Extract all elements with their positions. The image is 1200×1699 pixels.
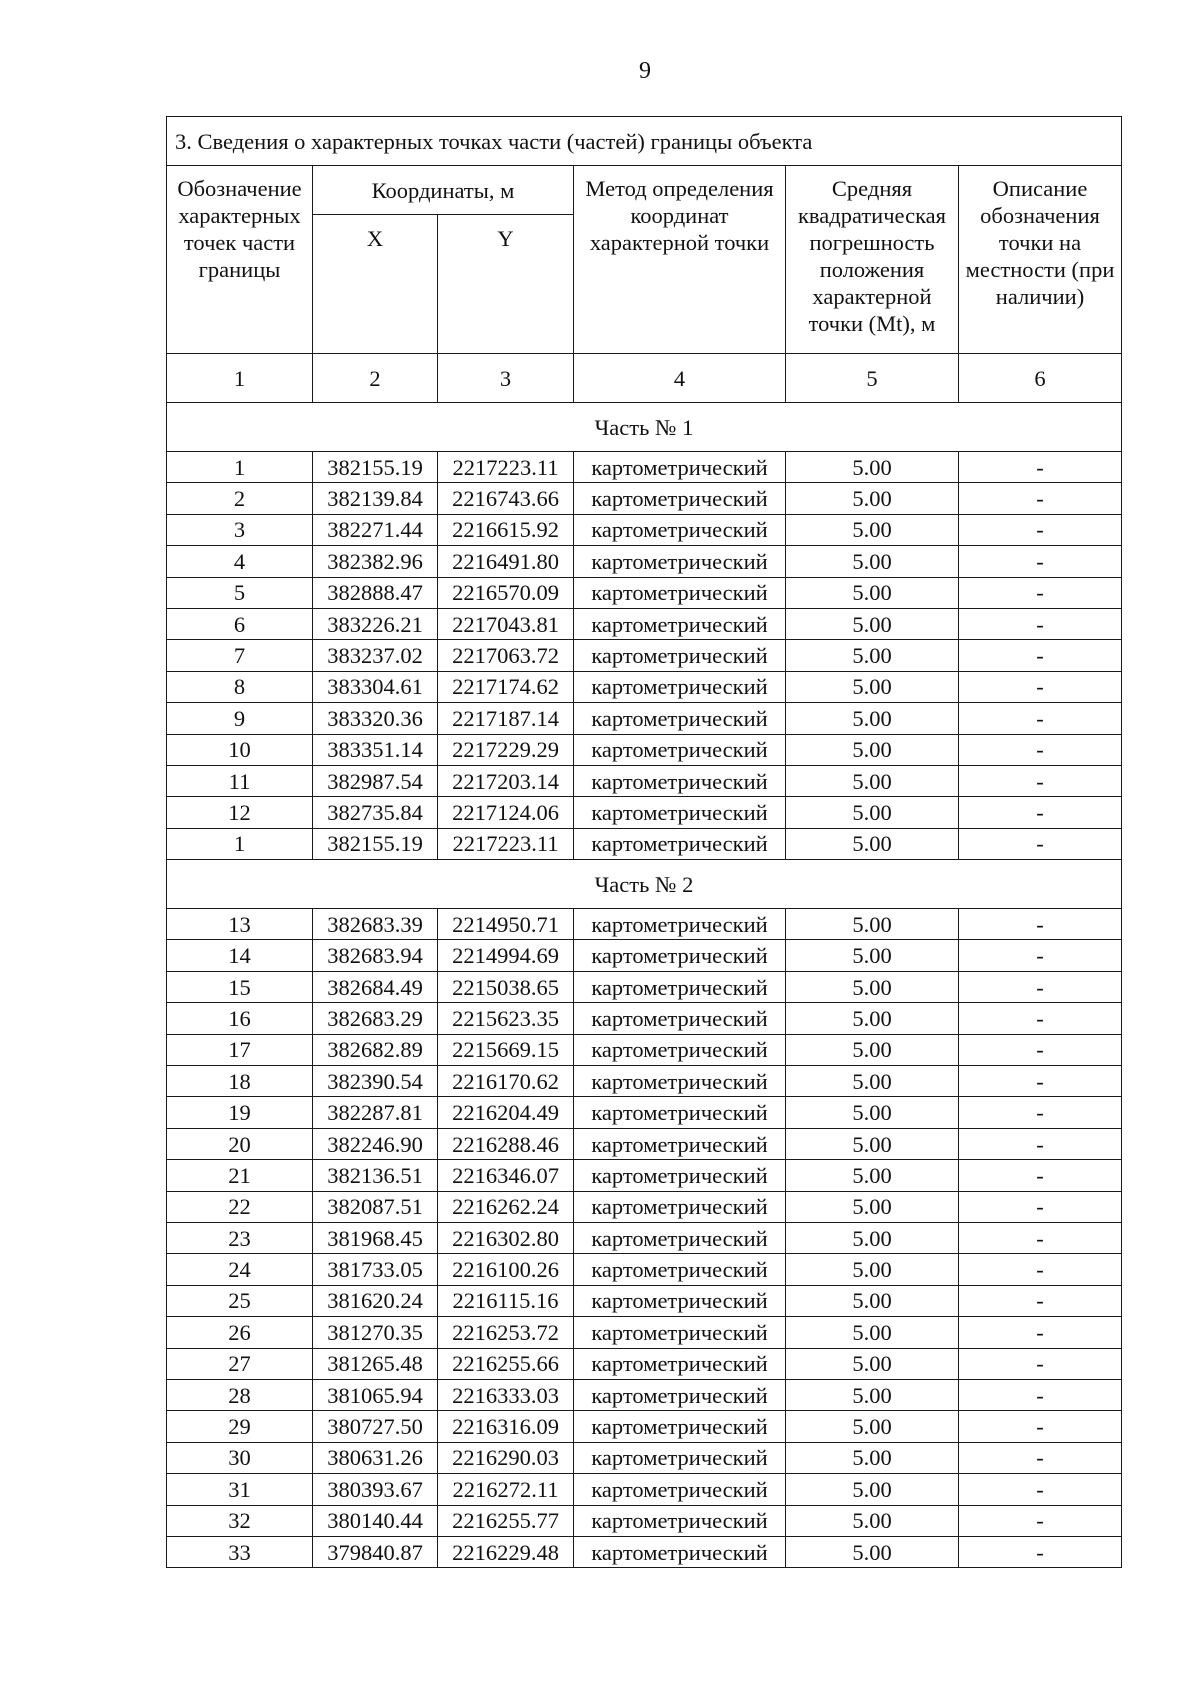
table-row — [167, 1160, 1122, 1191]
x-coordinate-cell: 382682.89 — [313, 1034, 438, 1065]
description-cell: - — [959, 1348, 1122, 1379]
x-coordinate-cell: 383320.36 — [313, 703, 438, 734]
column-number: 4 — [574, 354, 786, 403]
error-value-cell: 5.00 — [786, 734, 959, 765]
method-cell: картометрический — [574, 1411, 786, 1442]
point-number-cell: 11 — [167, 765, 313, 796]
method-cell: картометрический — [574, 909, 786, 940]
description-cell: - — [959, 1128, 1122, 1159]
part-header-row — [167, 403, 1122, 452]
description-cell: - — [959, 1505, 1122, 1536]
method-cell: картометрический — [574, 940, 786, 971]
method-cell: картометрический — [574, 1191, 786, 1222]
method-cell: картометрический — [574, 1003, 786, 1034]
point-number-cell: 9 — [167, 703, 313, 734]
x-coordinate-cell: 381733.05 — [313, 1254, 438, 1285]
table-row — [167, 797, 1122, 828]
y-coordinate-cell: 2217063.72 — [438, 640, 574, 671]
x-coordinate-cell: 382382.96 — [313, 546, 438, 577]
x-coordinate-cell: 383237.02 — [313, 640, 438, 671]
description-cell: - — [959, 546, 1122, 577]
y-coordinate-cell: 2216100.26 — [438, 1254, 574, 1285]
y-coordinate-cell: 2217174.62 — [438, 671, 574, 702]
table-row — [167, 1379, 1122, 1410]
description-cell: - — [959, 452, 1122, 483]
table-row — [167, 1128, 1122, 1159]
method-cell: картометрический — [574, 1222, 786, 1253]
error-value-cell: 5.00 — [786, 828, 959, 859]
y-coordinate-cell: 2216262.24 — [438, 1191, 574, 1222]
error-value-cell: 5.00 — [786, 1191, 959, 1222]
point-number-cell: 7 — [167, 640, 313, 671]
table-row — [167, 1285, 1122, 1316]
x-coordinate-cell: 382888.47 — [313, 577, 438, 608]
error-value-cell: 5.00 — [786, 703, 959, 734]
x-coordinate-cell: 382683.39 — [313, 909, 438, 940]
method-cell: картометрический — [574, 546, 786, 577]
header-row — [167, 166, 1122, 215]
x-coordinate-cell: 382287.81 — [313, 1097, 438, 1128]
y-coordinate-cell: 2214950.71 — [438, 909, 574, 940]
method-cell: картометрический — [574, 483, 786, 514]
description-cell: - — [959, 1191, 1122, 1222]
method-cell: картометрический — [574, 671, 786, 702]
method-cell: картометрический — [574, 514, 786, 545]
point-number-cell: 22 — [167, 1191, 313, 1222]
header-designation: Обозначение характерных точек части границы — [167, 166, 313, 354]
description-cell: - — [959, 671, 1122, 702]
description-cell: - — [959, 1254, 1122, 1285]
x-coordinate-cell: 380631.26 — [313, 1442, 438, 1473]
error-value-cell: 5.00 — [786, 1003, 959, 1034]
method-cell: картометрический — [574, 452, 786, 483]
header-error: Средняя квадратическая погрешность положения характерной точки (Mt), м — [786, 166, 959, 354]
table-row — [167, 828, 1122, 859]
method-cell: картометрический — [574, 1066, 786, 1097]
table-row — [167, 608, 1122, 639]
error-value-cell: 5.00 — [786, 765, 959, 796]
point-number-cell: 30 — [167, 1442, 313, 1473]
x-coordinate-cell: 382087.51 — [313, 1191, 438, 1222]
point-number-cell: 6 — [167, 608, 313, 639]
method-cell: картометрический — [574, 828, 786, 859]
table-row — [167, 1411, 1122, 1442]
point-number-cell: 26 — [167, 1317, 313, 1348]
point-number-cell: 3 — [167, 514, 313, 545]
y-coordinate-cell: 2217229.29 — [438, 734, 574, 765]
description-cell: - — [959, 640, 1122, 671]
error-value-cell: 5.00 — [786, 1474, 959, 1505]
method-cell: картометрический — [574, 1097, 786, 1128]
x-coordinate-cell: 382735.84 — [313, 797, 438, 828]
description-cell: - — [959, 1034, 1122, 1065]
method-cell: картометрический — [574, 577, 786, 608]
table-row — [167, 1034, 1122, 1065]
description-cell: - — [959, 1003, 1122, 1034]
table-row — [167, 1191, 1122, 1222]
y-coordinate-cell: 2216333.03 — [438, 1379, 574, 1410]
point-number-cell: 10 — [167, 734, 313, 765]
y-coordinate-cell: 2216288.46 — [438, 1128, 574, 1159]
point-number-cell: 4 — [167, 546, 313, 577]
method-cell: картометрический — [574, 1505, 786, 1536]
x-coordinate-cell: 383304.61 — [313, 671, 438, 702]
method-cell: картометрический — [574, 1317, 786, 1348]
boundary-points-table — [166, 116, 1122, 1568]
error-value-cell: 5.00 — [786, 1254, 959, 1285]
point-number-cell: 14 — [167, 940, 313, 971]
description-cell: - — [959, 1442, 1122, 1473]
error-value-cell: 5.00 — [786, 671, 959, 702]
y-coordinate-cell: 2216204.49 — [438, 1097, 574, 1128]
error-value-cell: 5.00 — [786, 1379, 959, 1410]
error-value-cell: 5.00 — [786, 1160, 959, 1191]
y-coordinate-cell: 2216253.72 — [438, 1317, 574, 1348]
error-value-cell: 5.00 — [786, 1222, 959, 1253]
header-y: Y — [438, 215, 574, 354]
y-coordinate-cell: 2217203.14 — [438, 765, 574, 796]
method-cell: картометрический — [574, 703, 786, 734]
error-value-cell: 5.00 — [786, 1097, 959, 1128]
y-coordinate-cell: 2216272.11 — [438, 1474, 574, 1505]
y-coordinate-cell: 2217223.11 — [438, 828, 574, 859]
table-row — [167, 940, 1122, 971]
table-row — [167, 1348, 1122, 1379]
table-row — [167, 577, 1122, 608]
error-value-cell: 5.00 — [786, 483, 959, 514]
point-number-cell: 2 — [167, 483, 313, 514]
y-coordinate-cell: 2216346.07 — [438, 1160, 574, 1191]
point-number-cell: 17 — [167, 1034, 313, 1065]
method-cell: картометрический — [574, 765, 786, 796]
error-value-cell: 5.00 — [786, 1348, 959, 1379]
point-number-cell: 5 — [167, 577, 313, 608]
column-number: 3 — [438, 354, 574, 403]
table-row — [167, 1505, 1122, 1536]
error-value-cell: 5.00 — [786, 514, 959, 545]
y-coordinate-cell: 2216302.80 — [438, 1222, 574, 1253]
table-row — [167, 765, 1122, 796]
description-cell: - — [959, 1411, 1122, 1442]
error-value-cell: 5.00 — [786, 1317, 959, 1348]
x-coordinate-cell: 383351.14 — [313, 734, 438, 765]
x-coordinate-cell: 380140.44 — [313, 1505, 438, 1536]
table-row — [167, 1066, 1122, 1097]
table-row — [167, 1003, 1122, 1034]
error-value-cell: 5.00 — [786, 1442, 959, 1473]
y-coordinate-cell: 2215038.65 — [438, 971, 574, 1002]
error-value-cell: 5.00 — [786, 909, 959, 940]
table-row — [167, 703, 1122, 734]
error-value-cell: 5.00 — [786, 577, 959, 608]
description-cell: - — [959, 797, 1122, 828]
table-row — [167, 514, 1122, 545]
description-cell: - — [959, 514, 1122, 545]
method-cell: картометрический — [574, 1536, 786, 1567]
x-coordinate-cell: 382684.49 — [313, 971, 438, 1002]
y-coordinate-cell: 2216229.48 — [438, 1536, 574, 1567]
x-coordinate-cell: 381065.94 — [313, 1379, 438, 1410]
description-cell: - — [959, 734, 1122, 765]
point-number-cell: 25 — [167, 1285, 313, 1316]
error-value-cell: 5.00 — [786, 608, 959, 639]
method-cell: картометрический — [574, 1379, 786, 1410]
table-row — [167, 483, 1122, 514]
y-coordinate-cell: 2216115.16 — [438, 1285, 574, 1316]
point-number-cell: 18 — [167, 1066, 313, 1097]
description-cell: - — [959, 1317, 1122, 1348]
table-row — [167, 1536, 1122, 1567]
method-cell: картометрический — [574, 1348, 786, 1379]
y-coordinate-cell: 2216170.62 — [438, 1066, 574, 1097]
part-title: Часть № 2 — [167, 860, 1122, 909]
y-coordinate-cell: 2217187.14 — [438, 703, 574, 734]
x-coordinate-cell: 381620.24 — [313, 1285, 438, 1316]
method-cell: картометрический — [574, 1160, 786, 1191]
table-row — [167, 1442, 1122, 1473]
column-number: 6 — [959, 354, 1122, 403]
table-row — [167, 734, 1122, 765]
point-number-cell: 33 — [167, 1536, 313, 1567]
error-value-cell: 5.00 — [786, 940, 959, 971]
point-number-cell: 23 — [167, 1222, 313, 1253]
error-value-cell: 5.00 — [786, 797, 959, 828]
description-cell: - — [959, 483, 1122, 514]
y-coordinate-cell: 2216316.09 — [438, 1411, 574, 1442]
description-cell: - — [959, 703, 1122, 734]
header-x: X — [313, 215, 438, 354]
y-coordinate-cell: 2216255.66 — [438, 1348, 574, 1379]
description-cell: - — [959, 608, 1122, 639]
method-cell: картометрический — [574, 1442, 786, 1473]
description-cell: - — [959, 1097, 1122, 1128]
part-title: Часть № 1 — [167, 403, 1122, 452]
description-cell: - — [959, 1222, 1122, 1253]
y-coordinate-cell: 2216743.66 — [438, 483, 574, 514]
error-value-cell: 5.00 — [786, 1411, 959, 1442]
method-cell: картометрический — [574, 1254, 786, 1285]
y-coordinate-cell: 2216491.80 — [438, 546, 574, 577]
y-coordinate-cell: 2217223.11 — [438, 452, 574, 483]
error-value-cell: 5.00 — [786, 640, 959, 671]
point-number-cell: 31 — [167, 1474, 313, 1505]
header-description: Описание обозначения точки на местности (при наличии) — [959, 166, 1122, 354]
method-cell: картометрический — [574, 608, 786, 639]
method-cell: картометрический — [574, 1474, 786, 1505]
table-row — [167, 452, 1122, 483]
y-coordinate-cell: 2216615.92 — [438, 514, 574, 545]
x-coordinate-cell: 381265.48 — [313, 1348, 438, 1379]
point-number-cell: 32 — [167, 1505, 313, 1536]
table-row — [167, 909, 1122, 940]
point-number-cell: 24 — [167, 1254, 313, 1285]
table-row — [167, 1222, 1122, 1253]
x-coordinate-cell: 382136.51 — [313, 1160, 438, 1191]
error-value-cell: 5.00 — [786, 1285, 959, 1316]
description-cell: - — [959, 1379, 1122, 1410]
point-number-cell: 19 — [167, 1097, 313, 1128]
method-cell: картометрический — [574, 1128, 786, 1159]
method-cell: картометрический — [574, 640, 786, 671]
page-number: 9 — [639, 58, 651, 84]
method-cell: картометрический — [574, 797, 786, 828]
table-row — [167, 1254, 1122, 1285]
table-row — [167, 971, 1122, 1002]
error-value-cell: 5.00 — [786, 1128, 959, 1159]
description-cell: - — [959, 971, 1122, 1002]
description-cell: - — [959, 828, 1122, 859]
error-value-cell: 5.00 — [786, 1066, 959, 1097]
part-header-row — [167, 860, 1122, 909]
description-cell: - — [959, 909, 1122, 940]
x-coordinate-cell: 382271.44 — [313, 514, 438, 545]
description-cell: - — [959, 1285, 1122, 1316]
point-number-cell: 28 — [167, 1379, 313, 1410]
y-coordinate-cell: 2216290.03 — [438, 1442, 574, 1473]
x-coordinate-cell: 382683.94 — [313, 940, 438, 971]
x-coordinate-cell: 380727.50 — [313, 1411, 438, 1442]
error-value-cell: 5.00 — [786, 1034, 959, 1065]
description-cell: - — [959, 1474, 1122, 1505]
header-coordinates: Координаты, м — [313, 166, 574, 215]
column-numbers-row — [167, 354, 1122, 403]
section-title-row — [167, 117, 1122, 166]
x-coordinate-cell: 382246.90 — [313, 1128, 438, 1159]
description-cell: - — [959, 577, 1122, 608]
x-coordinate-cell: 380393.67 — [313, 1474, 438, 1505]
description-cell: - — [959, 765, 1122, 796]
x-coordinate-cell: 382155.19 — [313, 452, 438, 483]
error-value-cell: 5.00 — [786, 971, 959, 1002]
error-value-cell: 5.00 — [786, 1536, 959, 1567]
table-row — [167, 640, 1122, 671]
section-title: 3. Сведения о характерных точках части (частей) границы объекта — [167, 117, 1122, 166]
method-cell: картометрический — [574, 734, 786, 765]
point-number-cell: 15 — [167, 971, 313, 1002]
column-number: 2 — [313, 354, 438, 403]
description-cell: - — [959, 1536, 1122, 1567]
point-number-cell: 1 — [167, 452, 313, 483]
point-number-cell: 1 — [167, 828, 313, 859]
y-coordinate-cell: 2216570.09 — [438, 577, 574, 608]
table-row — [167, 1317, 1122, 1348]
y-coordinate-cell: 2217043.81 — [438, 608, 574, 639]
description-cell: - — [959, 940, 1122, 971]
point-number-cell: 16 — [167, 1003, 313, 1034]
y-coordinate-cell: 2217124.06 — [438, 797, 574, 828]
x-coordinate-cell: 382155.19 — [313, 828, 438, 859]
error-value-cell: 5.00 — [786, 546, 959, 577]
description-cell: - — [959, 1066, 1122, 1097]
table-row — [167, 546, 1122, 577]
x-coordinate-cell: 381270.35 — [313, 1317, 438, 1348]
x-coordinate-cell: 382139.84 — [313, 483, 438, 514]
x-coordinate-cell: 382683.29 — [313, 1003, 438, 1034]
table-row — [167, 671, 1122, 702]
description-cell: - — [959, 1160, 1122, 1191]
x-coordinate-cell: 379840.87 — [313, 1536, 438, 1567]
y-coordinate-cell: 2214994.69 — [438, 940, 574, 971]
method-cell: картометрический — [574, 1285, 786, 1316]
point-number-cell: 21 — [167, 1160, 313, 1191]
point-number-cell: 12 — [167, 797, 313, 828]
x-coordinate-cell: 381968.45 — [313, 1222, 438, 1253]
x-coordinate-cell: 383226.21 — [313, 608, 438, 639]
error-value-cell: 5.00 — [786, 1505, 959, 1536]
x-coordinate-cell: 382390.54 — [313, 1066, 438, 1097]
y-coordinate-cell: 2216255.77 — [438, 1505, 574, 1536]
y-coordinate-cell: 2215623.35 — [438, 1003, 574, 1034]
point-number-cell: 20 — [167, 1128, 313, 1159]
header-method: Метод определения координат характерной точки — [574, 166, 786, 354]
point-number-cell: 27 — [167, 1348, 313, 1379]
point-number-cell: 8 — [167, 671, 313, 702]
error-value-cell: 5.00 — [786, 452, 959, 483]
point-number-cell: 29 — [167, 1411, 313, 1442]
column-number: 1 — [167, 354, 313, 403]
table-row — [167, 1097, 1122, 1128]
point-number-cell: 13 — [167, 909, 313, 940]
y-coordinate-cell: 2215669.15 — [438, 1034, 574, 1065]
method-cell: картометрический — [574, 1034, 786, 1065]
method-cell: картометрический — [574, 971, 786, 1002]
table-row — [167, 1474, 1122, 1505]
column-number: 5 — [786, 354, 959, 403]
x-coordinate-cell: 382987.54 — [313, 765, 438, 796]
